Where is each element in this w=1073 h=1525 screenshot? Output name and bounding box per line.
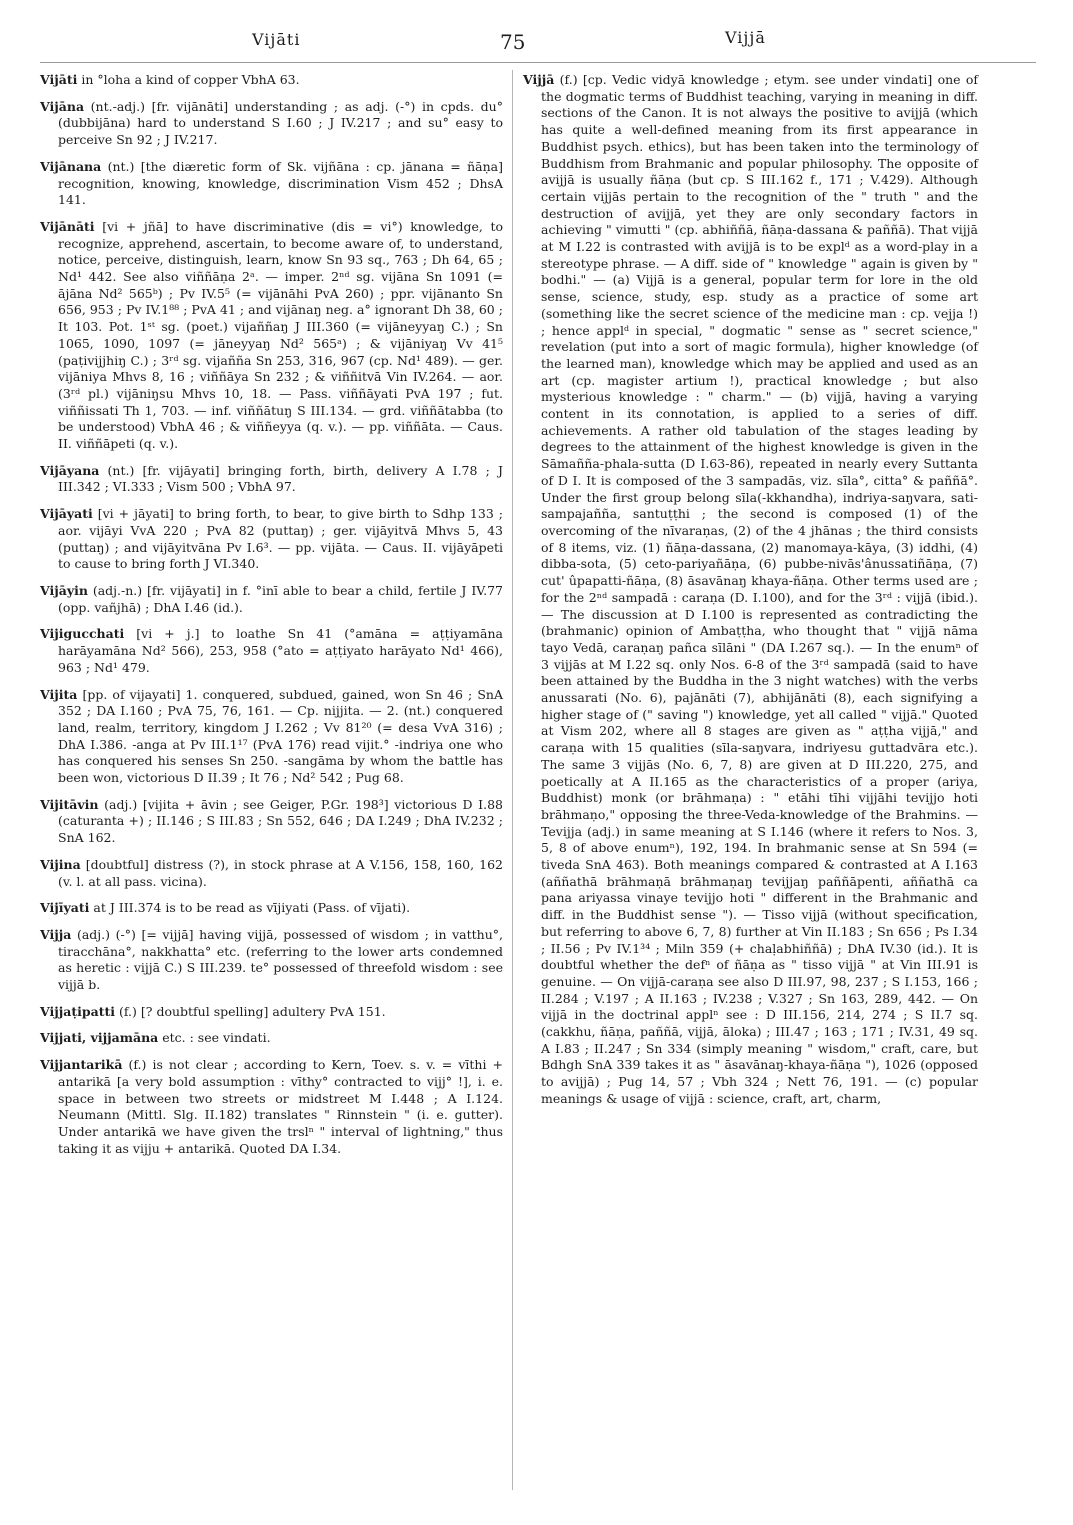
entry-headword: Vijīyati: [40, 900, 90, 916]
dictionary-entry: [40, 1030, 503, 1047]
page-number: 75: [500, 30, 526, 54]
entry-text: (adj.) (-°) [= vijjā] having vijjā, possessed of wisdom ; in vatthu°, tiracchāna°, nakkhatta° etc. (referring to the lower arts condemned as heretic : vijjā C.) S III.239. te° possessed of threefold wisdom : see vijjā b.: [58, 926, 503, 993]
entry-text: [vi + j.] to loathe Sn 41 (°amāna = aṭṭiyamāna harāyamāna Nd² 566), 253, 958 (°ato = aṭṭiyato harāyato Nd¹ 466), 963 ; Nd¹ 479.: [58, 626, 503, 675]
dictionary-entry: [40, 583, 503, 616]
dictionary-entry: [40, 1004, 503, 1021]
entry-text: (nt.) [fr. vijāyati] bringing forth, birth, delivery A I.78 ; J III.342 ; VI.333 ; Vism 500 ; VbhA 97.: [58, 462, 503, 495]
dictionary-entry: [40, 219, 503, 453]
dictionary-entry: [40, 857, 503, 890]
entry-headword: Vijita: [40, 686, 78, 702]
entry-headword: Vijja: [40, 926, 72, 942]
dictionary-entry: [40, 99, 503, 149]
entry-text: (f.) [cp. Vedic vidyā knowledge ; etym. see under vindati] one of the dogmatic terms of Buddhist teaching, varying in meaning in diff. sections of the Canon. It is not always the positive to avijjā (which has quite a well-defined meaning from its first appearance in Buddhist psych. ethics), but has been taken into the terminology of Buddhism from Brahmanic and popular philosophy. The opposite of avijjā is usually ñāṇa (but cp. S III.162 f., 171 ; V.429). Although certain vijjās pertain to the recognition of the " truth " and the destruction of avijjā, yet they are only secondary factors in achieving " vimutti " (cp. abhiññā, ñāṇa-dassana & paññā). That vijjā at M I.22 is contrasted with avijjā is to be explᵈ as a word-play in a stereotype phrase. — A diff. side of " knowledge " again is given by " bodhi." — (a) Vijjā is a general, popular term for lore in the old sense, science, study, esp. study as a practice of some art (something like the secret science of the medicine man : cp. vejja !) ; hence applᵈ in special, " dogmatic " sense as " secret science," revelation (put into a sort of magic formula), higher knowledge (of the learned man), knowledge which may be applied and used as an art (cp. magister artium !), practical knowledge ; but also mysterious knowledge : " charm." — (b) vijjā, having a varying content in its connotation, is applied to a series of diff. achievements. A rather old tabulation of the stages leading by degrees to the attainment of the highest knowledge is given in the Sāmañña-phala-sutta (D I.63-86), repeated in nearly every Suttanta of D I. It is composed of the 3 sampadās, viz. sīla°, citta° & paññā°. Under the first group belong sīla(-kkhandha), indriya-saŋvara, sati-sampajañña, santuṭṭhi ; the second is composed (1) of the overcoming of the nīvaraṇas, (2) of the 4 jhānas ; the third consists of 8 items, viz. (1) ñāṇa-dassana, (2) manomaya-kāya, (3) iddhi, (4) dibba-sota, (5) ceto-pariyañāṇa, (6) pubbe-nivās'ânussatiñāṇa, (7) cut' ûpapatti-ñāṇa, (8) āsavānaŋ khaya-ñāṇa. Other terms used are ; for the 2ⁿᵈ sampadā : caraṇa (D. I.100), and for the 3ʳᵈ : vijjā (ibid.). — The discussion at D I.100 is represented as contradicting the (brahmanic) opinion of Ambaṭṭha, who thought that " vijjā nāma tayo Vedā, caraṇaŋ pañca sīlāni " (DA I.267 sq.). — In the enumⁿ of 3 vijjās at M I.22 sq. only Nos. 6-8 of the 3ʳᵈ sampadā (said to have been attained by the Buddha in the 3 night watches) with the verbs anussarati (No. 6), pajānāti (7), abhijānāti (8), each signifying a higher stage of (" saving ") knowledge, yet all called " vijjā." Quoted at Vism 202, where all 8 stages are given as " aṭṭha vijjā," and caraṇa with 15 qualities (sīla-saŋvara, indriyesu guttadvāra etc.). The same 3 vijjās (No. 6, 7, 8) are given at D III.220, 275, and poetically at A II.165 as the characteristics of a proper (ariya, Buddhist) monk (or brāhmaṇa) : " etāhi tīhi vijjāhi tevijjo hoti brāhmaṇo," opposing the three-Veda-knowledge of the Brahmins. — Tevijja (adj.) in same meaning at S I.146 (where it refers to Nos. 3, 5, 8 of above enumⁿ), 192, 194. In brahmanic sense at Sn 594 (= tiveda SnA 463). Both meanings compared & contrasted at A I.163 (aññathā brāhmaṇā brāhmaṇaŋ tevijjaŋ paññāpenti, aññathā ca pana ariyassa vinaye tevijjo hoti " different in the Brahmanic and diff. in the Buddhist sense "). — Tisso vijjā (without specification, but referring to above 6, 7, 8) further at Vin II.183 ; Sn 656 ; Ps I.34 ; II.56 ; Pv IV.1³⁴ ; Miln 359 (+ chaḷabhiññā) ; DhA IV.30 (id.). It is doubtful whether the defⁿ of ñāṇa as " tisso vijjā " at Vin III.91 is genuine. — On vijjā-caraṇa see also D III.97, 98, 237 ; S I.153, 166 ; II.284 ; V.197 ; A II.163 ; IV.238 ; V.327 ; Sn 163, 289, 442. — On vijjā in the doctrinal applⁿ see : D III.156, 214, 274 ; S II.7 sq. (cakkhu, ñāṇa, paññā, vijjā, āloka) ; III.47 ; 163 ; 171 ; IV.31, 49 sq. A I.83 ; II.247 ; Sn 334 (simply meaning " wisdom," craft, care, but Bdhgh SnA 339 takes it as " āsavānaŋ-khaya-ñāṇa "), 1026 (opposed to avijjā) ; Pug 14, 57 ; Vbh 324 ; Nett 76, 191. — (c) popular meanings & usage of vijjā : science, craft, art, charm,: [541, 72, 978, 1106]
entry-headword: Vijāti: [40, 72, 78, 87]
dictionary-entry: [40, 463, 503, 496]
entry-headword: Vijigucchati: [40, 626, 125, 642]
entry-text: [doubtful] distress (?), in stock phrase at A V.156, 158, 160, 162 (v. l. at all pass. vicina).: [58, 856, 503, 889]
entry-text: etc. : see vindati.: [158, 1030, 271, 1046]
dictionary-entry: [40, 72, 503, 89]
right-column: [523, 72, 978, 1118]
left-running-head: Vijāti: [252, 30, 301, 49]
column-divider: [512, 70, 513, 1490]
entry-headword: Vijjantarikā: [40, 1057, 123, 1073]
entry-text: (f.) is not clear ; according to Kern, Toev. s. v. = vīthi + antarikā [a very bold assumption : vīthy° contracted to vijj° !], i. e. space in between two streets or midstreet M I.448 ; A I.124. Neumann (Mittl. Slg. II.182) translates " Rinnstein " (i. e. gutter). Under antarikā we have given the trslⁿ " interval of lightning," thus taking it as vijju + antarikā. Quoted DA I.34.: [58, 1057, 503, 1156]
entry-headword: Vijāyana: [40, 462, 100, 478]
entry-text: [vi + jñā] to have discriminative (dis = vi°) knowledge, to recognize, apprehend, ascertain, to become aware of, to understand, notice, perceive, distinguish, learn, know Sn 93 sq., 763 ; Dh 64, 65 ; Nd¹ 442. See also viññāṇa 2ᵃ. — imper. 2ⁿᵈ sg. vijāna Sn 1091 (= ājāna Nd² 565ᵇ) ; Pv IV.5⁵ (= vijānāhi PvA 260) ; ppr. vijānanto Sn 656, 953 ; Pv IV.1⁸⁸ ; PvA 41 ; and vijānaŋ neg. a° ignorant Dh 38, 60 ; It 103. Pot. 1ˢᵗ sg. (poet.) vijaññaŋ J III.360 (= vijāneyyaŋ C.) ; Sn 1065, 1090, 1097 (= jāneyyaŋ Nd² 565ᵃ) ; & vijāniyaŋ Vv 41⁵ (paṭivijjhiŋ C.) ; 3ʳᵈ sg. vijañña Sn 253, 316, 967 (cp. Nd¹ 489). — ger. vijāniya Mhvs 8, 16 ; viññāya Sn 232 ; & viññitvā Vin IV.264. — aor. (3ʳᵈ pl.) vijāniŋsu Mhvs 10, 18. — Pass. viññāyati PvA 197 ; fut. viññissati Th 1, 703. — inf. viññātuŋ S III.134. — grd. viññātabba (to be understood) VbhA 46 ; & viññeyya (q. v.). — pp. viññāta. — Caus. II. viññāpeti (q. v.).: [58, 218, 503, 452]
entry-headword: Vijina: [40, 856, 81, 872]
entry-text: at J III.374 is to be read as vījiyati (Pass. of vījati).: [89, 900, 411, 916]
entry-headword: Vijāyin: [40, 582, 88, 598]
entry-text: [pp. of vijayati] 1. conquered, subdued, gained, won Sn 46 ; SnA 352 ; DA I.160 ; PvA 75, 76, 161. — Cp. nijjita. — 2. (nt.) conquered land, realm, territory, kingdom J I.262 ; Vv 81²⁰ (= desa VvA 316) ; DhA I.386. -anga at Pv III.1¹⁷ (PvA 176) read vijit.° -indriya one who has conquered his senses Sn 250. -sangāma by whom the battle has been won, victorious D II.39 ; It 76 ; Nd² 542 ; Pug 68.: [58, 686, 503, 786]
dictionary-entry: [40, 506, 503, 573]
entry-text: (nt.) [the diæretic form of Sk. vijñāna : cp. jānana = ñāṇa] recognition, knowing, knowledge, discrimination Vism 452 ; DhsA 141.: [58, 158, 503, 208]
entry-headword: Vijjaṭipatti: [40, 1003, 116, 1019]
dictionary-entry: [40, 927, 503, 994]
header-rule: [40, 62, 1036, 63]
entry-headword: Vijitāvin: [40, 796, 99, 812]
entry-headword: Vijjati, vijjamāna: [40, 1030, 159, 1046]
dictionary-entry: [40, 687, 503, 787]
entry-headword: Vijānana: [40, 158, 102, 174]
entry-headword: Vijānāti: [40, 218, 95, 234]
entry-headword: Vijjā: [523, 72, 555, 87]
dictionary-entry: [523, 72, 978, 1108]
dictionary-entry: [40, 797, 503, 847]
entry-text: [vi + jāyati] to bring forth, to bear, to give birth to Sdhp 133 ; aor. vijāyi VvA 220 ; PvA 82 (puttaŋ) ; ger. vijāyitvā Mhvs 5, 43 (puttaŋ) ; and vijāyitvāna Pv I.6³. — pp. vijāta. — Caus. II. vijāyāpeti to cause to bring forth J VI.340.: [58, 506, 503, 572]
entry-text: (nt.-adj.) [fr. vijānāti] understanding ; as adj. (-°) in cpds. du° (dubbijāna) hard to understand S I.60 ; J IV.217 ; and su° easy to perceive Sn 92 ; J IV.217.: [58, 98, 503, 148]
entry-text: in °loha a kind of copper VbhA 63.: [77, 72, 300, 87]
dictionary-entry: [40, 159, 503, 209]
entry-headword: Vijāyati: [40, 506, 93, 522]
entry-text: (adj.-n.) [fr. vijāyati] in f. °inī able to bear a child, fertile J IV.77 (opp. vañjhā) ; DhA I.46 (id.).: [58, 582, 503, 615]
right-running-head: Vijjā: [725, 28, 766, 47]
page-header: [0, 22, 1073, 62]
left-column: [40, 72, 503, 1167]
dictionary-entry: [40, 626, 503, 676]
dictionary-entry: [40, 900, 503, 917]
entry-text: (f.) [? doubtful spelling] adultery PvA 151.: [115, 1003, 386, 1019]
entry-text: (adj.) [vijita + āvin ; see Geiger, P.Gr. 198³] victorious D I.88 (caturanta +) ; II.146 ; S III.83 ; Sn 552, 646 ; DA I.249 ; DhA IV.232 ; SnA 162.: [58, 796, 503, 846]
dictionary-entry: [40, 1057, 503, 1157]
entry-headword: Vijāna: [40, 98, 85, 114]
